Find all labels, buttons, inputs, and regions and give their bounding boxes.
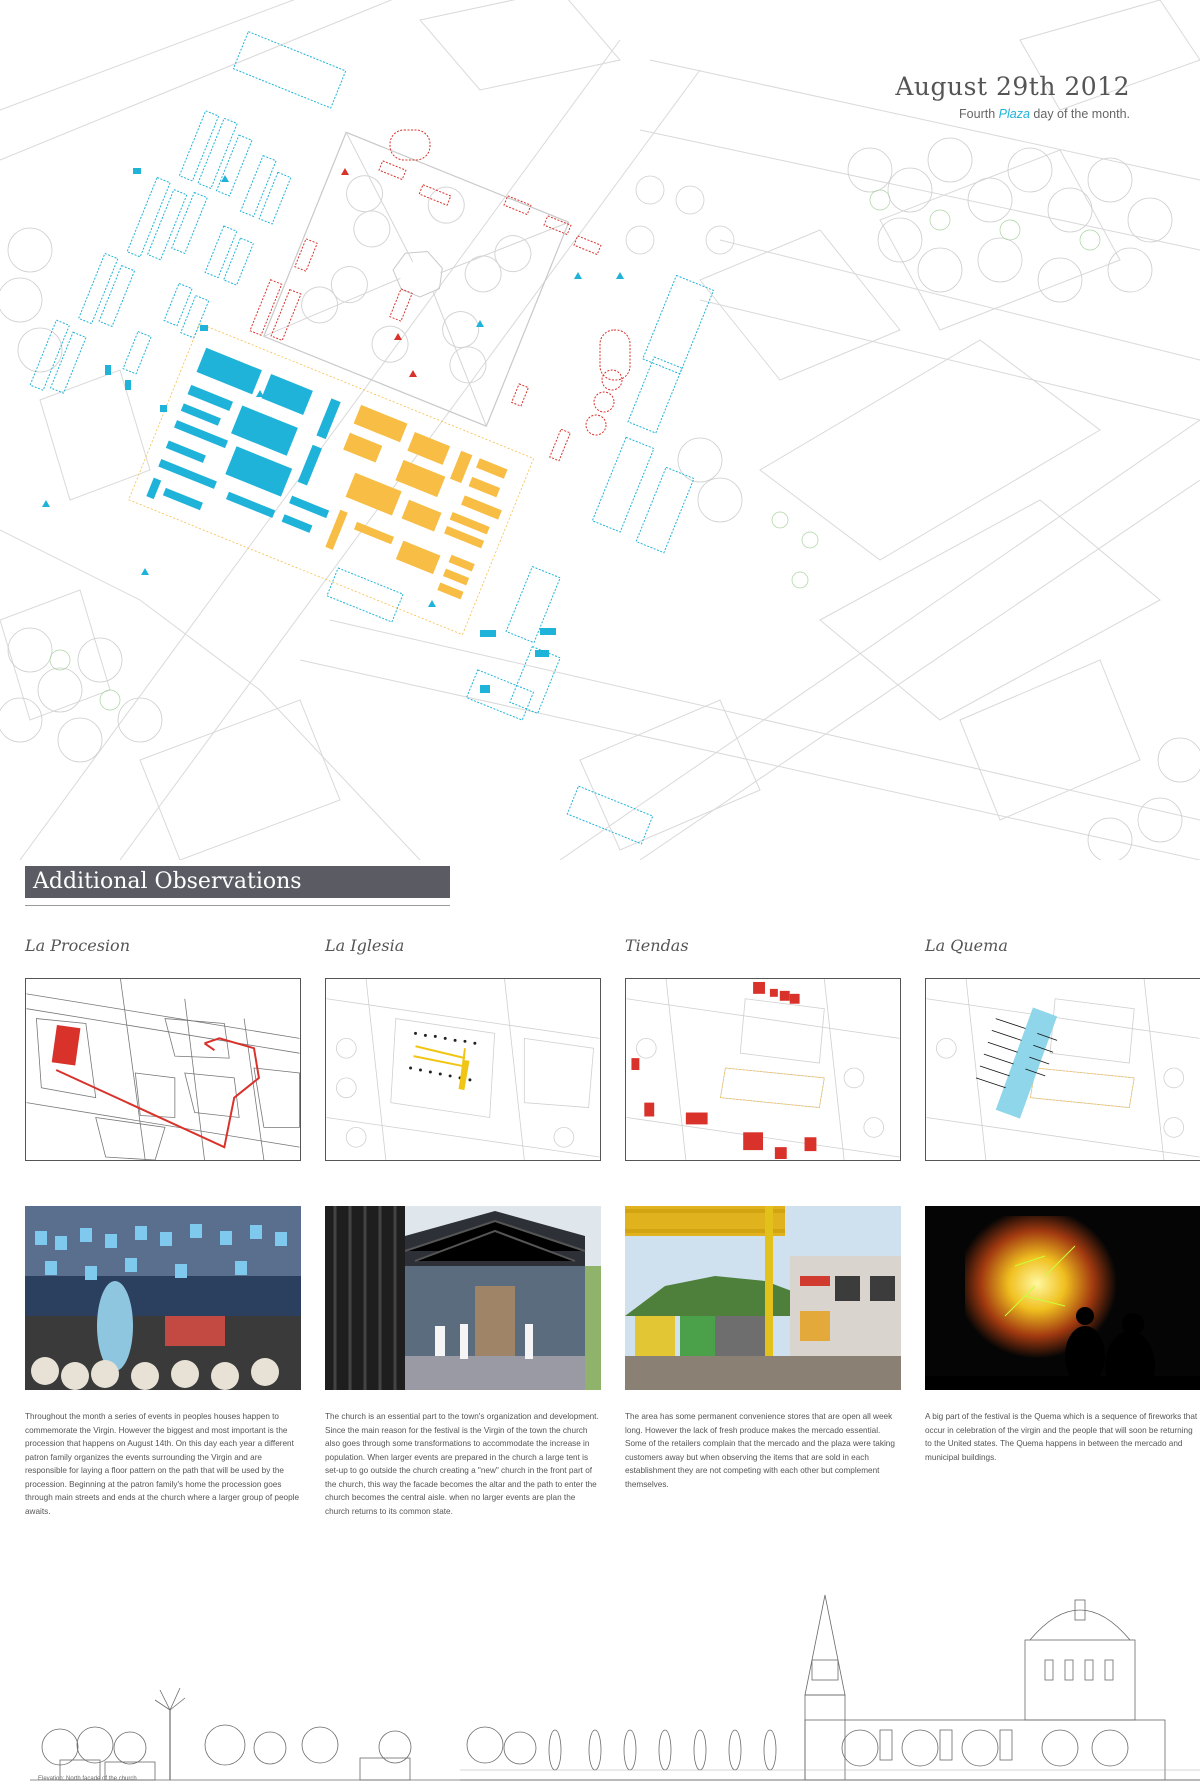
column-title: La Iglesia (325, 936, 405, 955)
column-title: Tiendas (625, 936, 689, 955)
date-subtitle: Fourth Plaza day of the month. (959, 107, 1130, 121)
column-tiendas (625, 936, 901, 1491)
elevation-trees (42, 1725, 1128, 1766)
column-text: The area has some permanent convenience stores that are open all week long. However the lack of fresh produce makes the mercado essential. Some of the retailers complain that the mercado and the plaza were taking customers away but when observing the items that are sold in each establishment they are not competing with each other but complement themselves. (625, 1412, 895, 1489)
date-block (895, 72, 1130, 121)
plaza-accent: Plaza (998, 107, 1030, 121)
red-stalls (250, 130, 630, 461)
column-text: A big part of the festival is the Quema which is a sequence of fireworks that occur in celebration of the virgin and the people that will soon be returning to the United states. The Quema happens in between the mercado and municipal buildings. (925, 1412, 1198, 1462)
blue-stalls (30, 32, 713, 844)
column-title: La Procesion (25, 936, 130, 955)
column-title: La Quema (925, 936, 1008, 955)
procesion-diagram (25, 978, 301, 1161)
section-divider (25, 905, 450, 906)
column-text: The church is an essential part to the town's organization and development. Since the main reason for the festival is the Virgin of the town the church also goes through some transformations to accommodate the increase in population. When larger events are prepared in the church a large tent is set-up to go outside the church creating a "new" church in the front part of the church, this way the facade becomes the altar and the path to enter the church becomes the central aisle. when no larger events are plan the church returns to its common state. (325, 1412, 599, 1516)
quema-diagram (925, 978, 1200, 1161)
section-title: Additional Observations (25, 866, 450, 898)
green-tree-dots (50, 190, 1100, 710)
elevation-caption: Elevation: North facade of the church (38, 1776, 137, 1782)
tiendas-diagram (625, 978, 901, 1161)
cypress-trees (549, 1730, 776, 1770)
tiendas-photo (625, 1206, 901, 1390)
date-title: August 29th 2012 (895, 72, 1130, 101)
red-markers (341, 168, 417, 377)
iglesia-diagram (325, 978, 601, 1161)
market-blocks (129, 324, 534, 635)
column-text: Throughout the month a series of events in peoples houses happen to commemorate the Virgin. However the biggest and most important is the procession that happens on August 14th. On this day each year a different patron family organizes the events surrounding the Virgin and are responsible for laying a floor pattern on the path that will be used by the procession. Beginning at the patron family's home the procession goes through main streets and ends at the church where a larger group of people awaits. (25, 1412, 299, 1516)
site-plan-map (0, 0, 1200, 860)
quema-photo (925, 1206, 1200, 1390)
north-elevation-drawing (0, 1580, 1200, 1787)
procesion-photo (25, 1206, 301, 1390)
plaza (264, 132, 569, 426)
iglesia-photo (325, 1206, 601, 1390)
column-la-quema (925, 936, 1200, 1464)
column-la-iglesia (325, 936, 601, 1518)
column-la-procesion (25, 936, 301, 1518)
street-linework (0, 0, 1200, 860)
